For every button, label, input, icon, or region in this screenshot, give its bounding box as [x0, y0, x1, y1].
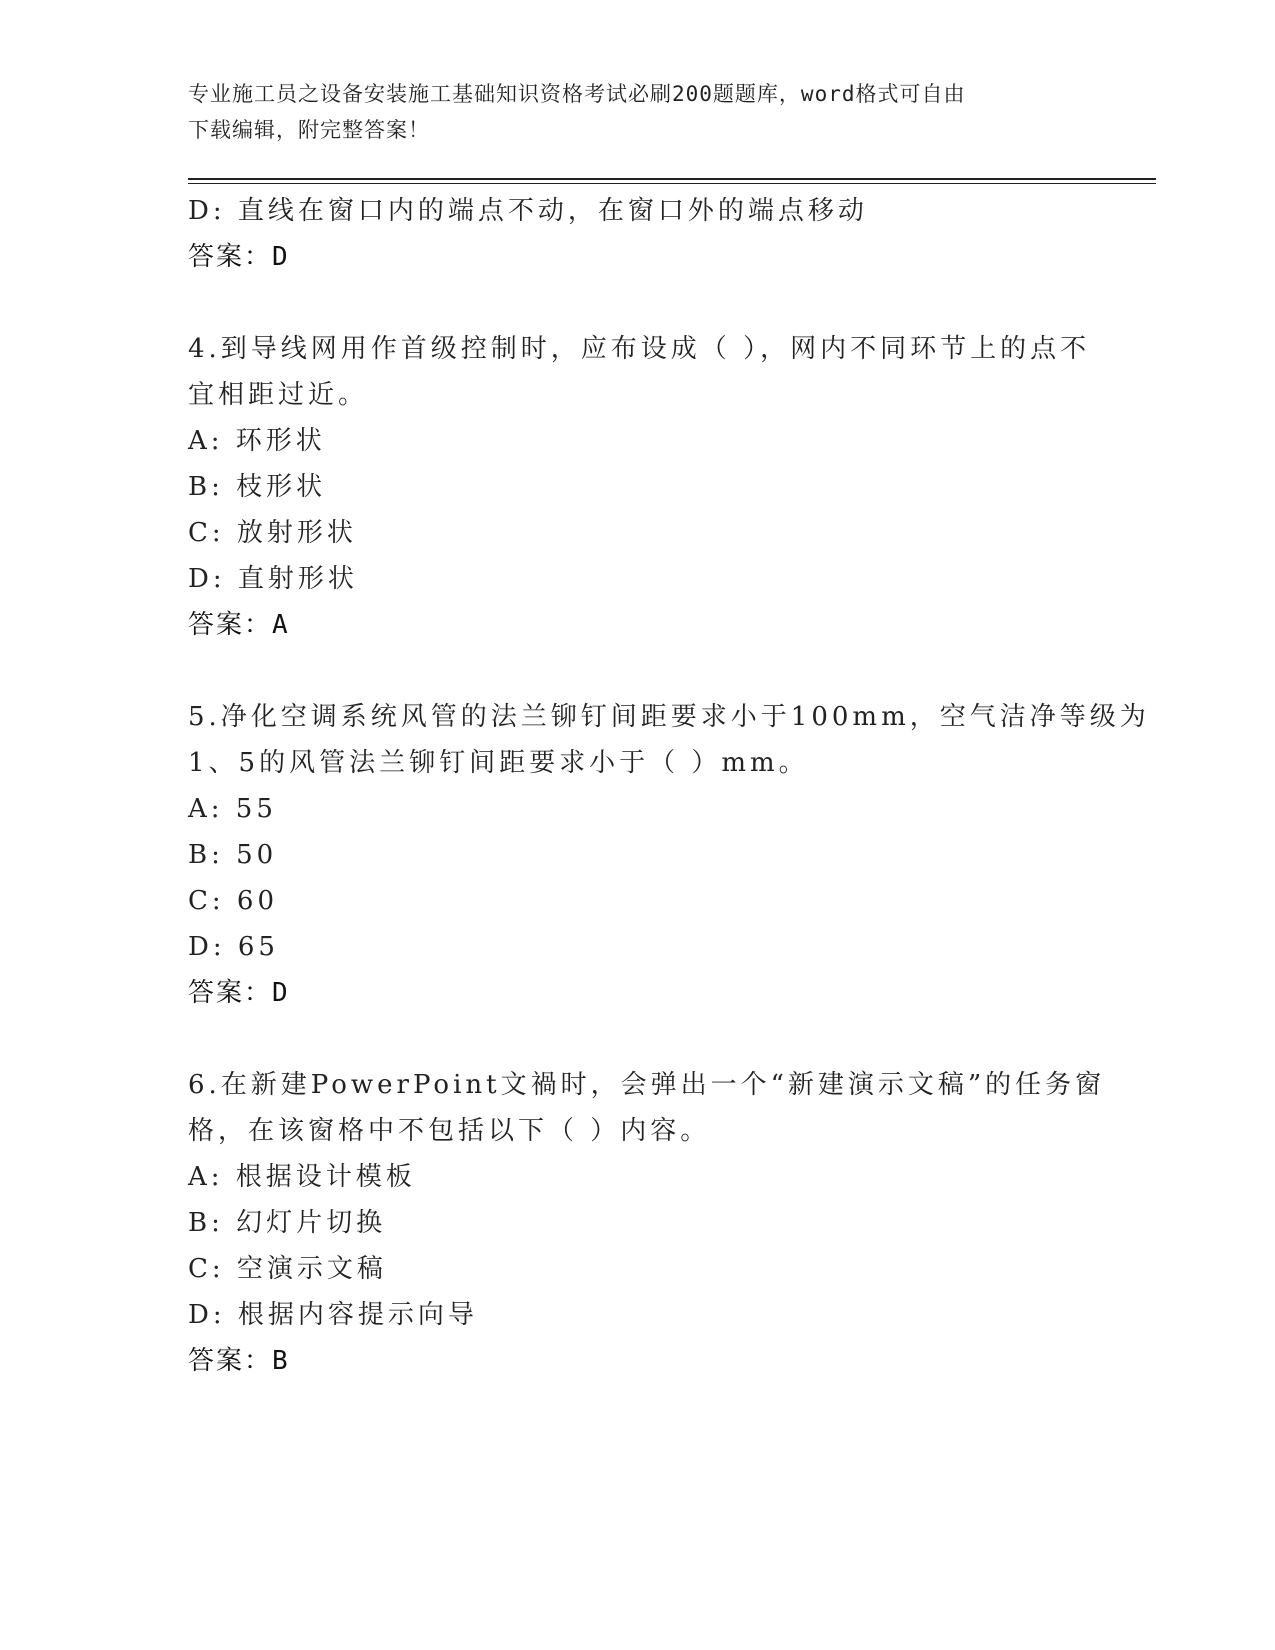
answer-line: 答案：D — [188, 978, 290, 1008]
option-b: B: 幻灯片切换 — [188, 1208, 387, 1238]
question-6 — [188, 1062, 1106, 1384]
header-divider-thick — [188, 178, 1156, 180]
previous-question-tail — [188, 188, 1088, 280]
option-a: A: 环形状 — [188, 426, 326, 456]
header-line-1: 专业施工员之设备安装施工基础知识资格考试必刷200题题库，word格式可自由 — [188, 82, 966, 106]
question-5 — [188, 694, 1150, 1016]
question-text-line-2: 1、5的风管法兰铆钉间距要求小于（ ）mm。 — [188, 748, 809, 778]
question-text-line-1: 4.到导线网用作首级控制时，应布设成（ ），网内不同环节上的点不 — [188, 334, 1091, 364]
spacer — [188, 1016, 1088, 1062]
answer-line: 答案：A — [188, 610, 290, 640]
option-a: A: 55 — [188, 794, 277, 824]
option-d: D: 直线在窗口内的端点不动，在窗口外的端点移动 — [188, 196, 868, 226]
header-divider-thin — [188, 183, 1156, 184]
option-d: D: 65 — [188, 932, 279, 962]
option-a: A: 根据设计模板 — [188, 1162, 416, 1192]
header-line-2: 下载编辑，附完整答案！ — [188, 118, 430, 142]
answer-line: 答案：B — [188, 1346, 290, 1376]
option-b: B: 枝形状 — [188, 472, 327, 502]
answer-line: 答案：D — [188, 242, 290, 272]
option-b: B: 50 — [188, 840, 278, 870]
document-header — [188, 76, 1088, 148]
question-text-line-2: 宜相距过近。 — [188, 380, 369, 410]
option-c: C: 60 — [188, 886, 279, 916]
option-c: C: 放射形状 — [188, 518, 357, 548]
option-d: D: 直射形状 — [188, 564, 358, 594]
document-body — [188, 188, 1150, 1384]
spacer — [188, 280, 1088, 326]
option-c: C: 空演示文稿 — [188, 1254, 387, 1284]
option-d: D: 根据内容提示向导 — [188, 1300, 478, 1330]
question-text-line-2: 格，在该窗格中不包括以下（ ）内容。 — [188, 1116, 711, 1146]
question-4 — [188, 326, 1091, 648]
question-text-line-1: 5.净化空调系统风管的法兰铆钉间距要求小于100mm，空气洁净等级为 — [188, 702, 1150, 732]
spacer — [188, 648, 1088, 694]
question-text-line-1: 6.在新建PowerPoint文禍时，会弹出一个“新建演示文稿”的任务窗 — [188, 1070, 1106, 1100]
